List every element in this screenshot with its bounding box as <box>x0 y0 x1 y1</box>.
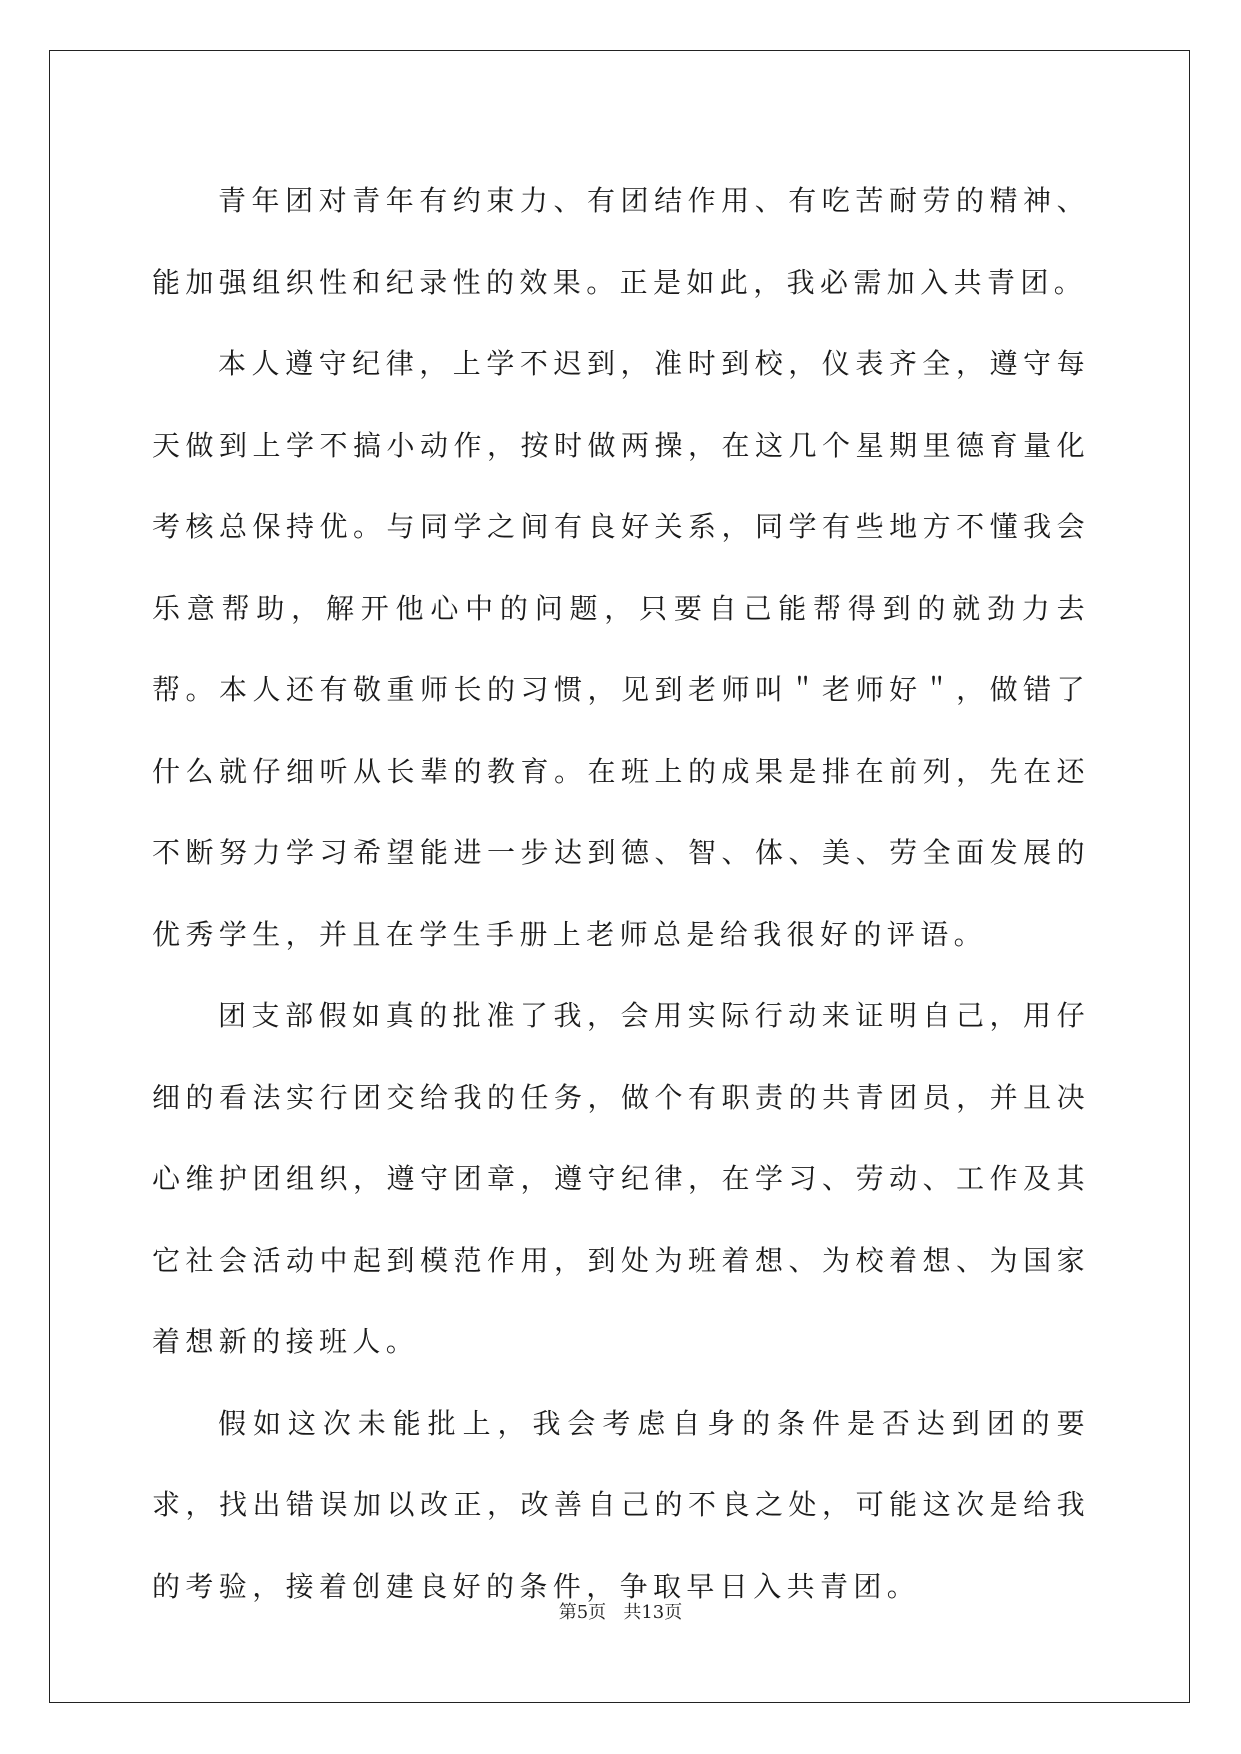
page-number: 第5页 <box>558 1602 607 1623</box>
document-body <box>152 160 1090 1627</box>
page-total: 共13页 <box>623 1602 683 1623</box>
footer-spacer <box>606 1602 623 1623</box>
page-footer <box>0 1602 1241 1624</box>
paragraph: 本人遵守纪律，上学不迟到，准时到校，仪表齐全，遵守每天做到上学不搞小动作，按时做两操，在这几个星期里德育量化考核总保持优。与同学之间有良好关系，同学有些地方不懂我会乐意帮助，解开他心中的问题，只要自己能帮得到的就劲力去帮。本人还有敬重师长的习惯，见到老师叫＂老师好＂，做错了什么就仔细听从长辈的教育。在班上的成果是排在前列，先在还不断努力学习希望能进一步达到德、智、体、美、劳全面发展的优秀学生，并且在学生手册上老师总是给我很好的评语。 <box>152 347 1090 951</box>
paragraph: 团支部假如真的批准了我，会用实际行动来证明自己，用仔细的看法实行团交给我的任务，做个有职责的共青团员，并且决心维护团组织，遵守团章，遵守纪律，在学习、劳动、工作及其它社会活动中起到模范作用，到处为班着想、为校着想、为国家着想新的接班人。 <box>152 999 1090 1358</box>
paragraph: 假如这次未能批上，我会考虑自身的条件是否达到团的要求，找出错误加以改正，改善自己的不良之处，可能这次是给我的考验，接着创建良好的条件，争取早日入共青团。 <box>152 1406 1090 1603</box>
paragraph: 青年团对青年有约束力、有团结作用、有吃苦耐劳的精神、能加强组织性和纪录性的效果。正是如此，我必需加入共青团。 <box>152 184 1090 299</box>
